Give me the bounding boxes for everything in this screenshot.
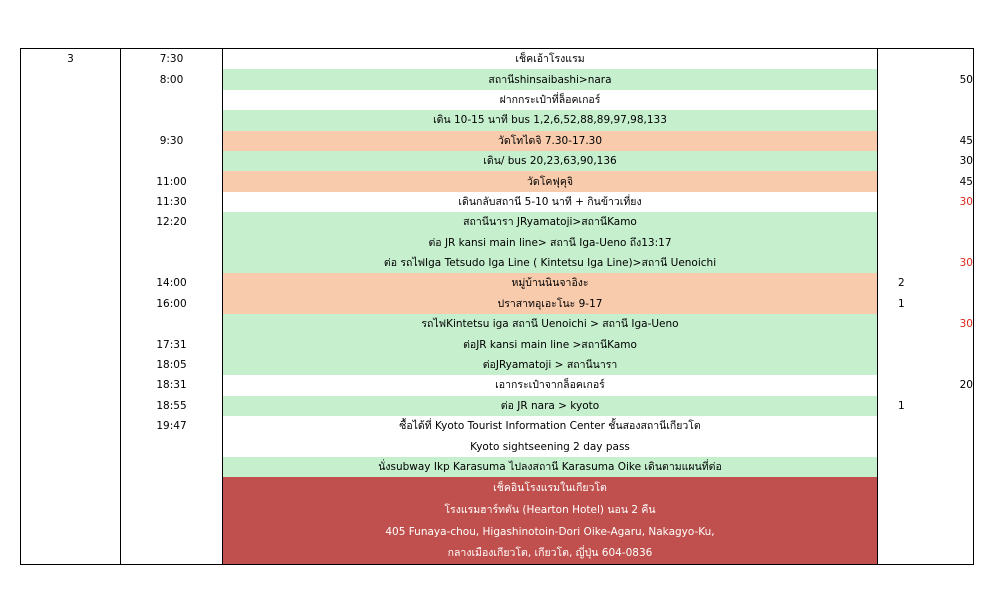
minutes-cell [938, 90, 974, 110]
table-row [21, 69, 974, 89]
activity-cell: นั่งsubway Ikp Karasuma ไปลงสถานี Karasuma Oike เดินตามแผนที่ต่อ [223, 457, 878, 477]
count-cell [878, 457, 938, 477]
count-cell [878, 110, 938, 130]
activity-cell: วัดโทไดจิ 7.30-17.30 [223, 131, 878, 151]
time-cell [121, 314, 223, 334]
minutes-cell: 45 [938, 131, 974, 151]
hotel-info-cell: กลางเมืองเกียวโต, เกียวโต, ญี่ปุ่น 604-0836 [223, 543, 878, 565]
count-cell [878, 131, 938, 151]
count-cell [878, 314, 938, 334]
time-cell: 7:30 [121, 49, 223, 70]
time-cell: 9:30 [121, 131, 223, 151]
count-cell [878, 499, 938, 521]
table-row [21, 253, 974, 273]
minutes-cell [938, 543, 974, 565]
day-cell [21, 416, 121, 436]
time-cell [121, 151, 223, 171]
day-cell [21, 457, 121, 477]
table-row [21, 171, 974, 191]
time-cell [121, 499, 223, 521]
time-cell [121, 436, 223, 456]
day-cell [21, 294, 121, 314]
time-cell: 12:20 [121, 212, 223, 232]
day-cell [21, 499, 121, 521]
count-cell [878, 436, 938, 456]
minutes-cell: 30 [938, 314, 974, 334]
count-cell [878, 334, 938, 354]
activity-cell: เดิน 10-15 นาที bus 1,2,6,52,88,89,97,98,133 [223, 110, 878, 130]
itinerary-body [21, 49, 974, 565]
time-cell: 18:31 [121, 375, 223, 395]
time-cell [121, 110, 223, 130]
activity-cell: วัดโคฟุคุจิ [223, 171, 878, 191]
minutes-cell [938, 457, 974, 477]
table-row [21, 90, 974, 110]
count-cell [878, 375, 938, 395]
table-row [21, 212, 974, 232]
minutes-cell [938, 521, 974, 543]
activity-cell: รถไฟKintetsu iga สถานี Uenoichi > สถานี Iga-Ueno [223, 314, 878, 334]
table-row [21, 49, 974, 70]
minutes-cell: 45 [938, 171, 974, 191]
count-cell [878, 69, 938, 89]
activity-cell: หมู่บ้านนินจาอิงะ [223, 273, 878, 293]
time-cell: 8:00 [121, 69, 223, 89]
count-cell [878, 90, 938, 110]
hotel-row [21, 499, 974, 521]
hotel-row [21, 477, 974, 499]
table-row [21, 192, 974, 212]
table-row [21, 416, 974, 436]
day-cell [21, 171, 121, 191]
day-cell [21, 69, 121, 89]
activity-cell: สถานีshinsaibashi>nara [223, 69, 878, 89]
day-cell [21, 273, 121, 293]
minutes-cell: 20 [938, 375, 974, 395]
day-cell [21, 375, 121, 395]
activity-cell: ฝากกระเป๋าที่ล็อคเกอร์ [223, 90, 878, 110]
time-cell [121, 233, 223, 253]
day-cell: 3 [21, 49, 121, 70]
count-cell [878, 477, 938, 499]
minutes-cell: 30 [938, 192, 974, 212]
count-cell [878, 416, 938, 436]
table-row [21, 131, 974, 151]
minutes-cell [938, 233, 974, 253]
hotel-info-cell: เช็คอินโรงแรมในเกียวโต [223, 477, 878, 499]
day-cell [21, 212, 121, 232]
time-cell [121, 543, 223, 565]
activity-cell: ต่อ JR kansi main line> สถานี Iga-Ueno ถึง13:17 [223, 233, 878, 253]
minutes-cell [938, 110, 974, 130]
day-cell [21, 253, 121, 273]
time-cell: 18:55 [121, 396, 223, 416]
activity-cell: เอากระเป๋าจากล็อคเกอร์ [223, 375, 878, 395]
time-cell [121, 90, 223, 110]
count-cell [878, 543, 938, 565]
table-row [21, 396, 974, 416]
hotel-row [21, 543, 974, 565]
day-cell [21, 334, 121, 354]
count-cell [878, 521, 938, 543]
day-cell [21, 355, 121, 375]
table-row [21, 110, 974, 130]
day-cell [21, 151, 121, 171]
time-cell: 17:31 [121, 334, 223, 354]
count-cell [878, 355, 938, 375]
minutes-cell [938, 416, 974, 436]
day-cell [21, 543, 121, 565]
time-cell [121, 457, 223, 477]
minutes-cell [938, 477, 974, 499]
table-row [21, 294, 974, 314]
minutes-cell [938, 396, 974, 416]
activity-cell: Kyoto sightseening 2 day pass [223, 436, 878, 456]
activity-cell: เดิน/ bus 20,23,63,90,136 [223, 151, 878, 171]
activity-cell: ต่อ รถไฟIga Tetsudo Iga Line ( Kintetsu Iga Line)>สถานี Uenoichi [223, 253, 878, 273]
count-cell: 2 [898, 277, 905, 290]
activity-cell: ต่อJRyamatoji > สถานีนารา [223, 355, 878, 375]
day-cell [21, 110, 121, 130]
minutes-cell [938, 355, 974, 375]
time-cell: 19:47 [121, 416, 223, 436]
hotel-info-cell: 405 Funaya-chou, Higashinotoin-Dori Oike-Agaru, Nakagyo-Ku, [223, 521, 878, 543]
activity-cell: ปราสาทอุเอะโนะ 9-17 [223, 294, 878, 314]
day-cell [21, 233, 121, 253]
time-cell: 18:05 [121, 355, 223, 375]
time-cell [121, 521, 223, 543]
count-cell: 1 [898, 399, 905, 412]
count-cell [878, 233, 938, 253]
minutes-cell [938, 294, 974, 314]
table-row [21, 457, 974, 477]
table-row [21, 151, 974, 171]
count-cell [878, 192, 938, 212]
count-cell [878, 212, 938, 232]
minutes-cell [938, 212, 974, 232]
count-cell: 1 [898, 297, 905, 310]
minutes-cell [938, 334, 974, 354]
itinerary-table [20, 48, 974, 565]
day-cell [21, 131, 121, 151]
activity-cell: เช็คเอ้าโรงแรม [223, 49, 878, 70]
count-cell [878, 151, 938, 171]
activity-cell: ต่อ JR nara > kyoto [223, 396, 878, 416]
time-cell: 16:00 [121, 294, 223, 314]
time-cell [121, 253, 223, 273]
table-row [21, 436, 974, 456]
table-row [21, 233, 974, 253]
table-row [21, 355, 974, 375]
activity-cell: ต่อJR kansi main line >สถานีKamo [223, 334, 878, 354]
minutes-cell: 30 [938, 253, 974, 273]
minutes-cell [938, 49, 974, 70]
hotel-row [21, 521, 974, 543]
table-row [21, 273, 974, 293]
count-cell [878, 49, 938, 70]
table-row [21, 314, 974, 334]
day-cell [21, 90, 121, 110]
minutes-cell [938, 273, 974, 293]
time-cell: 14:00 [121, 273, 223, 293]
day-cell [21, 314, 121, 334]
time-cell [121, 477, 223, 499]
time-cell: 11:30 [121, 192, 223, 212]
activity-cell: สถานีนารา JRyamatoji>สถานีKamo [223, 212, 878, 232]
minutes-cell [938, 499, 974, 521]
count-cell [878, 253, 938, 273]
day-cell [21, 396, 121, 416]
day-cell [21, 192, 121, 212]
activity-cell: ซื้อได้ที่ Kyoto Tourist Information Center ชั้นสองสถานีเกียวโต [223, 416, 878, 436]
table-row [21, 375, 974, 395]
minutes-cell: 50 [938, 69, 974, 89]
count-cell [878, 171, 938, 191]
hotel-info-cell: โรงแรมฮาร์ทตัน (Hearton Hotel) นอน 2 คืน [223, 499, 878, 521]
day-cell [21, 521, 121, 543]
activity-cell: เดินกลับสถานี 5-10 นาที + กินข้าวเที่ยง [223, 192, 878, 212]
day-cell [21, 477, 121, 499]
table-row [21, 334, 974, 354]
minutes-cell: 30 [938, 151, 974, 171]
day-cell [21, 436, 121, 456]
time-cell: 11:00 [121, 171, 223, 191]
minutes-cell [938, 436, 974, 456]
